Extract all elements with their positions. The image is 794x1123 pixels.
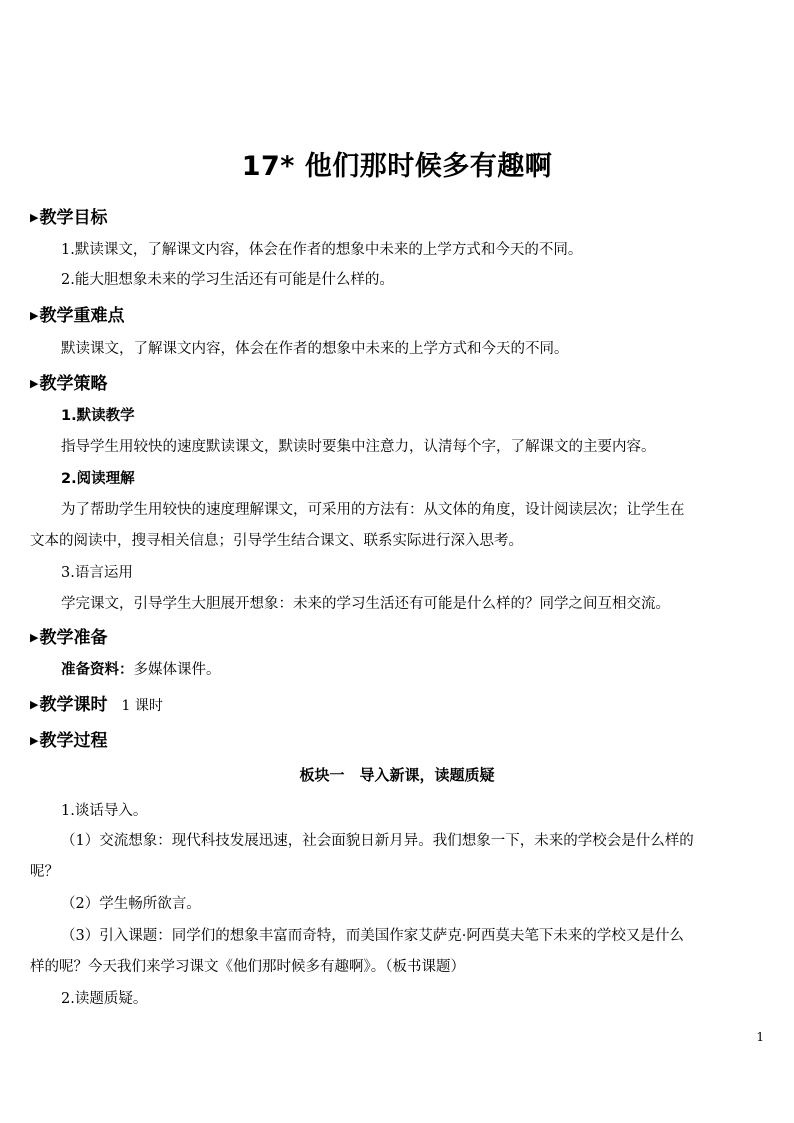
strategy-2-text-line-1: 为了帮助学生用较快的速度理解课文，可采用的方法有：从文体的角度，设计阅读层次；让学生在 xyxy=(61,502,685,518)
triangle-marker-icon: ▶ xyxy=(30,698,39,711)
hours-value: 1 课时 xyxy=(121,698,163,714)
section-heading-hours xyxy=(30,690,163,715)
triangle-marker-icon: ▶ xyxy=(30,309,39,322)
prep-label: 准备资料： xyxy=(61,662,134,678)
strategy-3-text: 学完课文，引导学生大胆展开想象：未来的学习生活还有可能是什么样的？同学之间互相交流。 xyxy=(61,596,670,612)
triangle-marker-icon: ▶ xyxy=(30,631,39,644)
section-heading-key-points xyxy=(30,301,124,326)
strategy-2-title: 2.阅读理解 xyxy=(61,471,135,487)
page-number: 1 xyxy=(756,1030,764,1044)
section-heading-text: 教学过程 xyxy=(39,731,108,751)
section-heading-goals xyxy=(30,203,107,228)
process-line-1: 1.谈话导入。 xyxy=(61,803,148,819)
process-line-3: （2）学生畅所欲言。 xyxy=(61,896,201,912)
strategy-1-text: 指导学生用较快的速度默读课文，默读时要集中注意力，认清每个字，了解课文的主要内容。 xyxy=(61,439,656,455)
process-line-4b: 样的呢？今天我们来学习课文《他们那时候多有趣啊》。（板书课题） xyxy=(30,959,465,975)
triangle-marker-icon: ▶ xyxy=(30,377,39,390)
process-line-5: 2.读题质疑。 xyxy=(61,991,148,1007)
goal-item-1: 1.默读课文，了解课文内容，体会在作者的想象中未来的上学方式和今天的不同。 xyxy=(61,242,583,258)
section-heading-text: 教学目标 xyxy=(39,208,108,228)
strategy-3-title: 3.语言运用 xyxy=(61,565,133,581)
strategy-1-title: 1.默读教学 xyxy=(61,408,135,424)
process-line-4a: （3）引入课题：同学们的想象丰富而奇特，而美国作家艾萨克·阿西莫夫笔下未来的学校又是什么 xyxy=(61,928,684,944)
document-title: 17* 他们那时候多有趣啊 xyxy=(241,151,553,182)
block-title: 板块一 导入新课，读题质疑 xyxy=(299,766,495,784)
process-line-2b: 呢？ xyxy=(30,864,59,880)
prep-value: 多媒体课件。 xyxy=(133,662,221,678)
prep-line xyxy=(61,658,221,679)
goal-item-2: 2.能大胆想象未来的学习生活还有可能是什么样的。 xyxy=(61,272,394,288)
section-heading-process xyxy=(30,726,107,751)
section-heading-text: 教学课时 xyxy=(39,695,108,715)
triangle-marker-icon: ▶ xyxy=(30,211,39,224)
section-heading-text: 教学重难点 xyxy=(39,306,125,326)
triangle-marker-icon: ▶ xyxy=(30,734,39,747)
strategy-2-text-line-2: 文本的阅读中，搜寻相关信息；引导学生结合课文、联系实际进行深入思考。 xyxy=(30,533,523,549)
section-heading-text: 教学策略 xyxy=(39,374,108,394)
section-heading-prep xyxy=(30,623,107,648)
process-line-2a: （1）交流想象：现代科技发展迅速，社会面貌日新月异。我们想象一下，未来的学校会是什么样的 xyxy=(61,833,694,849)
section-heading-strategy xyxy=(30,369,107,394)
section-heading-text: 教学准备 xyxy=(39,628,108,648)
key-points-text: 默读课文，了解课文内容，体会在作者的想象中未来的上学方式和今天的不同。 xyxy=(61,341,569,357)
